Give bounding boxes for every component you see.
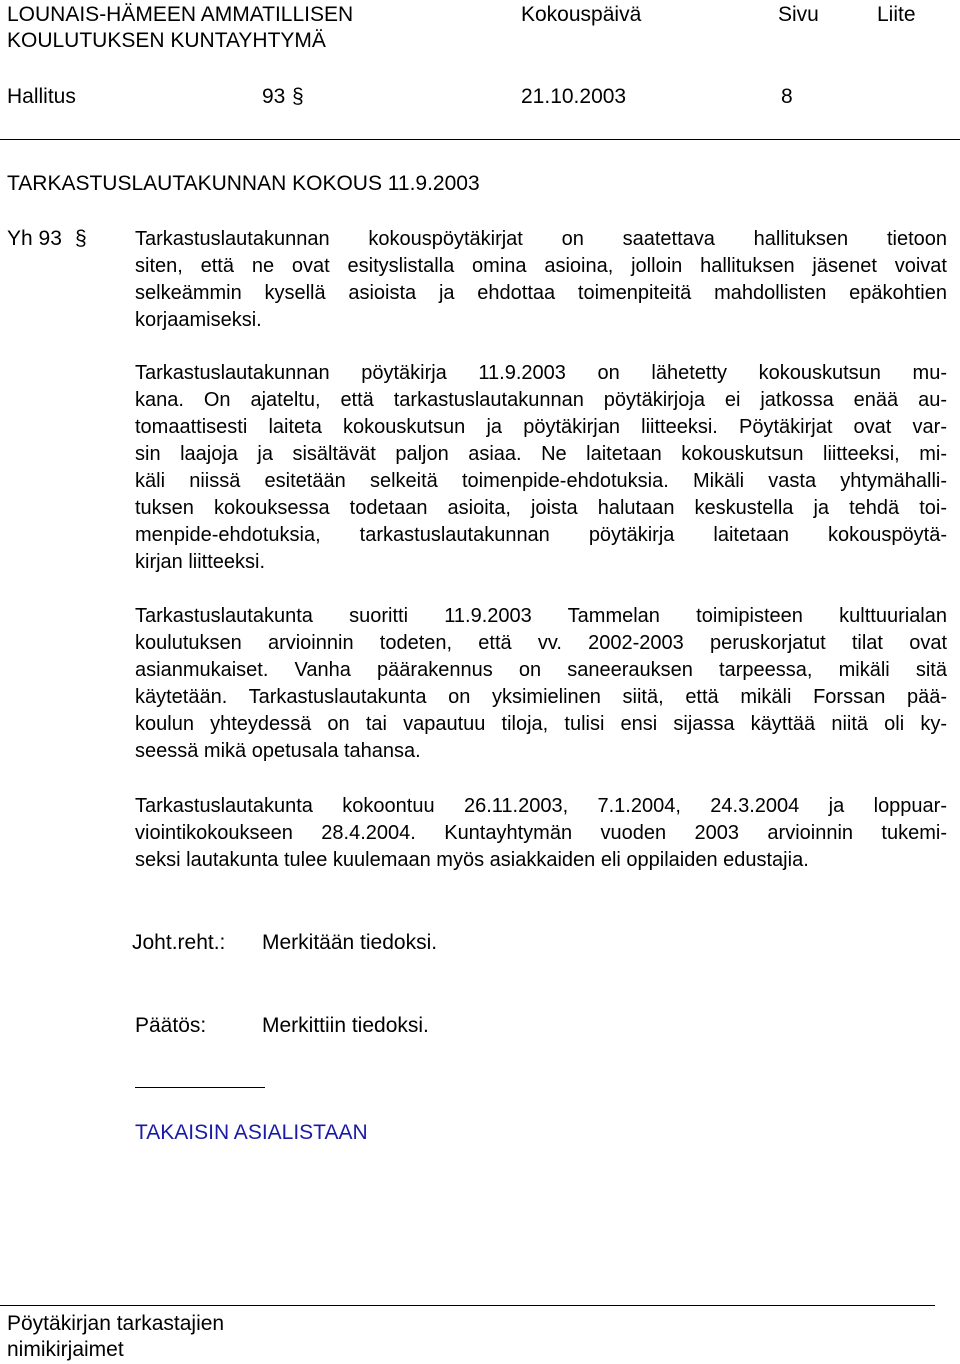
- meeting-date: 21.10.2003: [521, 85, 627, 108]
- appendix-column-label: Liite: [877, 3, 916, 26]
- page-number: 8: [781, 85, 793, 108]
- signature-line: [135, 1087, 265, 1088]
- proposal-text: Merkitään tiedoksi.: [262, 931, 438, 954]
- paragraph-4: Tarkastuslautakunta kokoontuu 26.11.2003, 7.1.2004, 24.3.2004 ja loppuar- viointikokoukseen 28.4.2004. Kuntayhtymän vuoden 2003 arvioinnin tukemi- seksi lautakunta tulee kuulemaan myös asiakkaiden eli oppilaiden edustajia.: [135, 795, 947, 871]
- footer-line2: nimikirjaimet: [7, 1338, 124, 1361]
- section-sign-icon: §: [292, 85, 304, 108]
- section-number: 93: [262, 85, 286, 108]
- proposal-label: Joht.reht.:: [132, 931, 226, 954]
- item-reference: Yh 93: [7, 227, 62, 250]
- back-to-agenda-link[interactable]: TAKAISIN ASIALISTAAN: [135, 1121, 368, 1144]
- paragraph-2: Tarkastuslautakunnan pöytäkirja 11.9.2003 on lähetetty kokouskutsun mu- kana. On ajateltu, että tarkastuslautakunnan pöytäkirjoja ei jatkossa enää au- tomaattisesti laiteta kokouskutsun ja pöytäkirjan liitteeksi. Pöytäkirjat ovat var- sin laajoja ja sisältävät paljon asiaa. Ne laitetaan kokouskutsun liitteeksi, mi- käli niissä esitetään selkeitä toimenpide-ehdotuksia. Mikäli vasta yhtymähalli- tuksen kokouksessa todetaan asioita, joista halutaan keskustella ja tehdä toi- menpide-ehdotuksia, tarkastuslautakunnan pöytäkirja laitetaan kokouspöytä- kirjan liitteeksi.: [135, 362, 947, 573]
- org-name-line2: KOULUTUKSEN KUNTAYHTYMÄ: [7, 29, 326, 52]
- header-divider: [0, 139, 960, 140]
- meeting-date-column-label: Kokouspäivä: [521, 3, 642, 26]
- decision-text: Merkittiin tiedoksi.: [262, 1014, 429, 1037]
- page-column-label: Sivu: [778, 3, 819, 26]
- decision-label: Päätös:: [135, 1014, 207, 1037]
- footer-line1: Pöytäkirjan tarkastajien: [7, 1312, 225, 1335]
- paragraph-3: Tarkastuslautakunta suoritti 11.9.2003 Tammelan toimipisteen kulttuurialan koulutuksen arvioinnin todeten, että vv. 2002-2003 peruskorjatut tilat ovat asianmukaiset. Vanha päärakennus on saneerauksen tarpeessa, mikäli sitä käytetään. Tarkastuslautakunta on yksimielinen siitä, että mikäli Forssan pää- koulun yhteydessä on tai vapautuu tiloja, tulisi ensi sijassa käyttää niitä oli ky- seessä mikä opetusala tahansa.: [135, 605, 947, 762]
- body-name: Hallitus: [7, 85, 76, 108]
- section-sign-icon: §: [75, 227, 87, 250]
- footer-divider: [0, 1305, 935, 1306]
- paragraph-1: Tarkastuslautakunnan kokouspöytäkirjat on saatettava hallituksen tietoon siten, että ne ovat esityslistalla omina asioina, jolloin hallituksen jäsenet voivat selkeämmin kysellä asioista ja ehdottaa toimenpiteitä mahdollisten epäkohtien korjaamiseksi.: [135, 228, 947, 331]
- section-title: TARKASTUSLAUTAKUNNAN KOKOUS 11.9.2003: [7, 172, 480, 195]
- org-name-line1: LOUNAIS-HÄMEEN AMMATILLISEN: [7, 3, 354, 26]
